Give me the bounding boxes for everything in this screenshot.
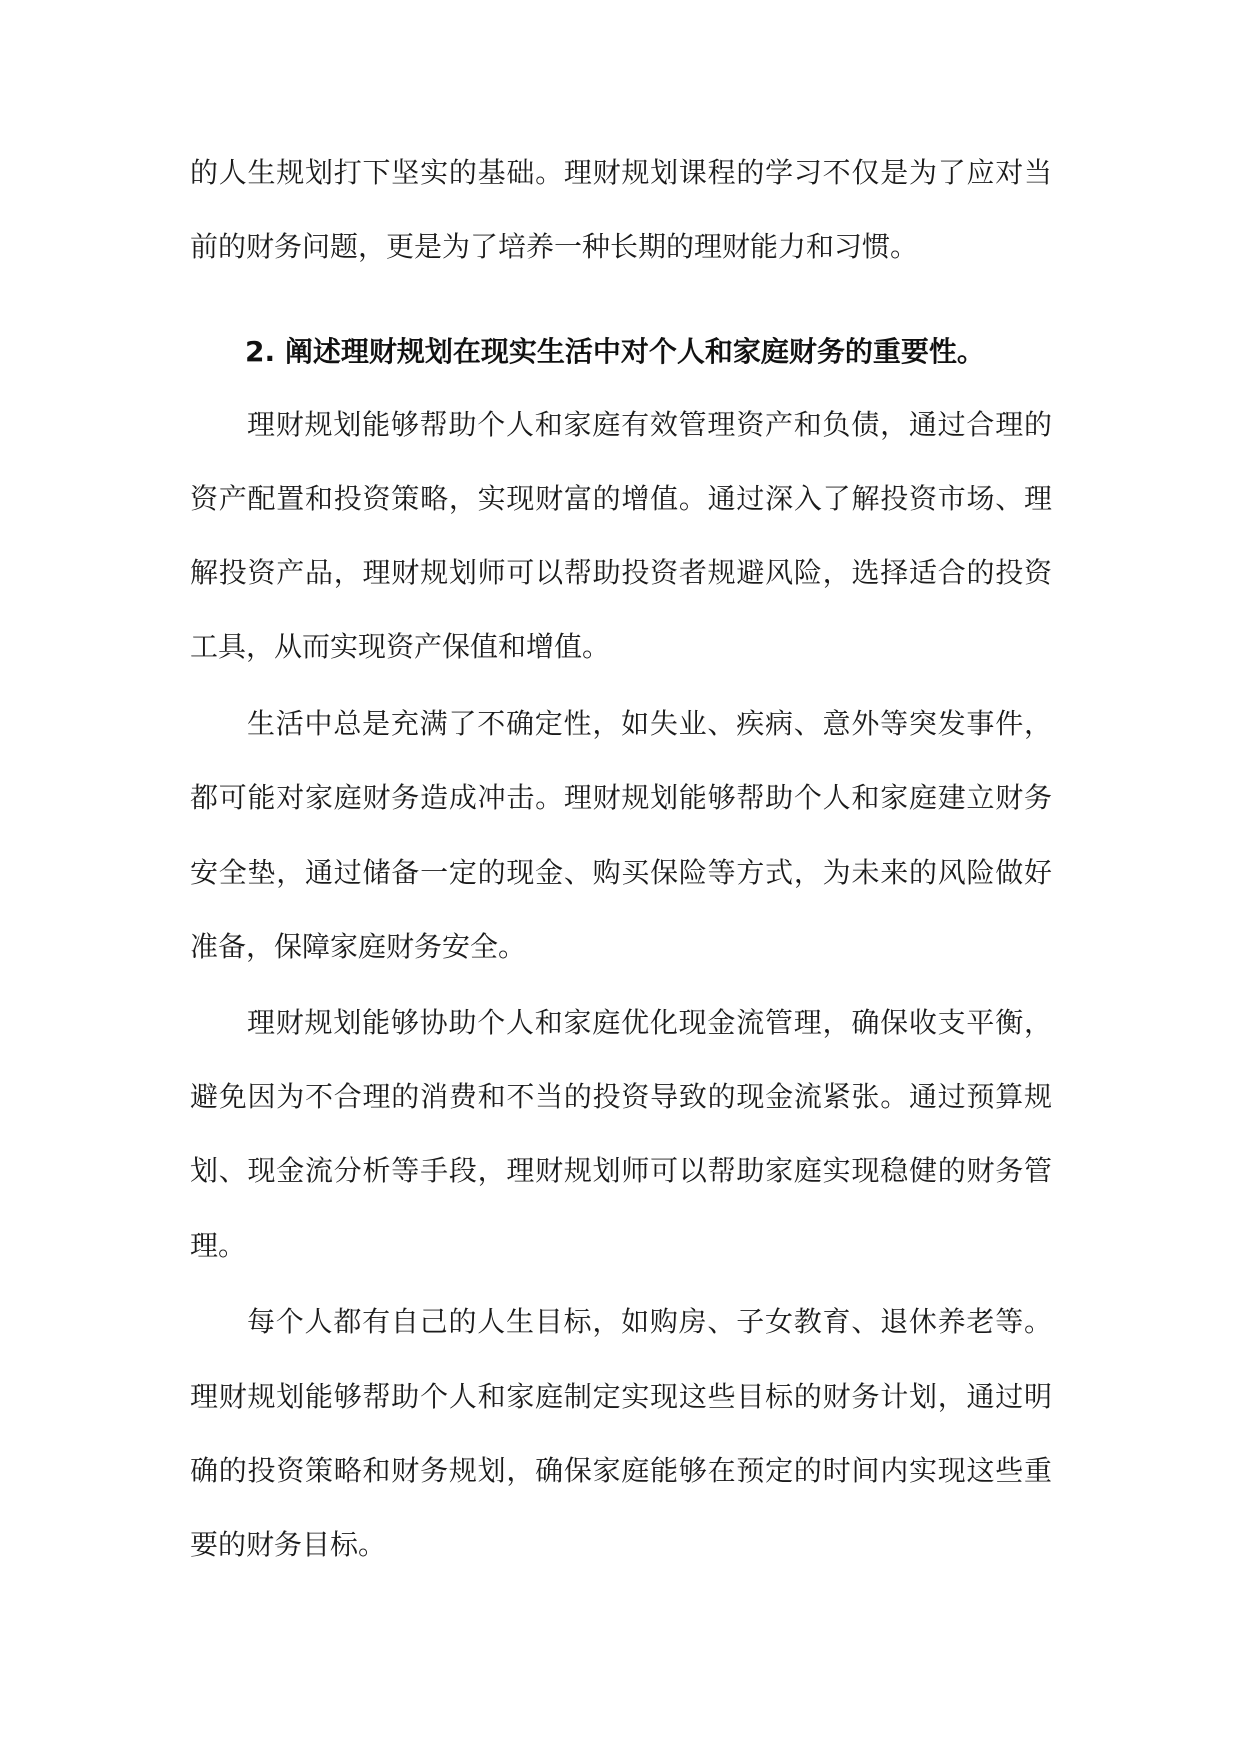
- paragraph-2-line-2: 都可能对家庭财务造成冲击。理财规划能够帮助个人和家庭建立财务: [190, 781, 1052, 814]
- paragraph-1-line-3: 解投资产品，理财规划师可以帮助投资者规避风险，选择适合的投资: [190, 556, 1052, 589]
- paragraph-3-line-3: 划、现金流分析等手段，理财规划师可以帮助家庭实现稳健的财务管: [190, 1154, 1052, 1187]
- paragraph-4-line-1: 每个人都有自己的人生目标，如购房、子女教育、退休养老等。: [247, 1305, 1052, 1338]
- paragraph-4-line-3: 确的投资策略和财务规划，确保家庭能够在预定的时间内实现这些重: [190, 1454, 1052, 1487]
- paragraph-3-line-4: 理。: [190, 1229, 247, 1262]
- paragraph-1-line-2: 资产配置和投资策略，实现财富的增值。通过深入了解投资市场、理: [190, 482, 1052, 515]
- paragraph-1-line-4: 工具，从而实现资产保值和增值。: [190, 630, 611, 663]
- paragraph-4-line-2: 理财规划能够帮助个人和家庭制定实现这些目标的财务计划，通过明: [190, 1380, 1052, 1413]
- paragraph-3-line-1: 理财规划能够协助个人和家庭优化现金流管理，确保收支平衡，: [247, 1006, 1052, 1039]
- paragraph-3-line-2: 避免因为不合理的消费和不当的投资导致的现金流紧张。通过预算规: [190, 1080, 1052, 1113]
- intro-line-1: 的人生规划打下坚实的基础。理财规划课程的学习不仅是为了应对当: [190, 156, 1052, 189]
- intro-line-2: 前的财务问题，更是为了培养一种长期的理财能力和习惯。: [190, 230, 919, 263]
- paragraph-2-line-4: 准备，保障家庭财务安全。: [190, 930, 527, 963]
- section-heading: 2. 阐述理财规划在现实生活中对个人和家庭财务的重要性。: [245, 335, 985, 368]
- paragraph-4-line-4: 要的财务目标。: [190, 1528, 387, 1561]
- paragraph-2-line-3: 安全垫，通过储备一定的现金、购买保险等方式，为未来的风险做好: [190, 856, 1052, 889]
- paragraph-1-line-1: 理财规划能够帮助个人和家庭有效管理资产和负债，通过合理的: [247, 408, 1052, 441]
- paragraph-2-line-1: 生活中总是充满了不确定性，如失业、疾病、意外等突发事件，: [247, 707, 1052, 740]
